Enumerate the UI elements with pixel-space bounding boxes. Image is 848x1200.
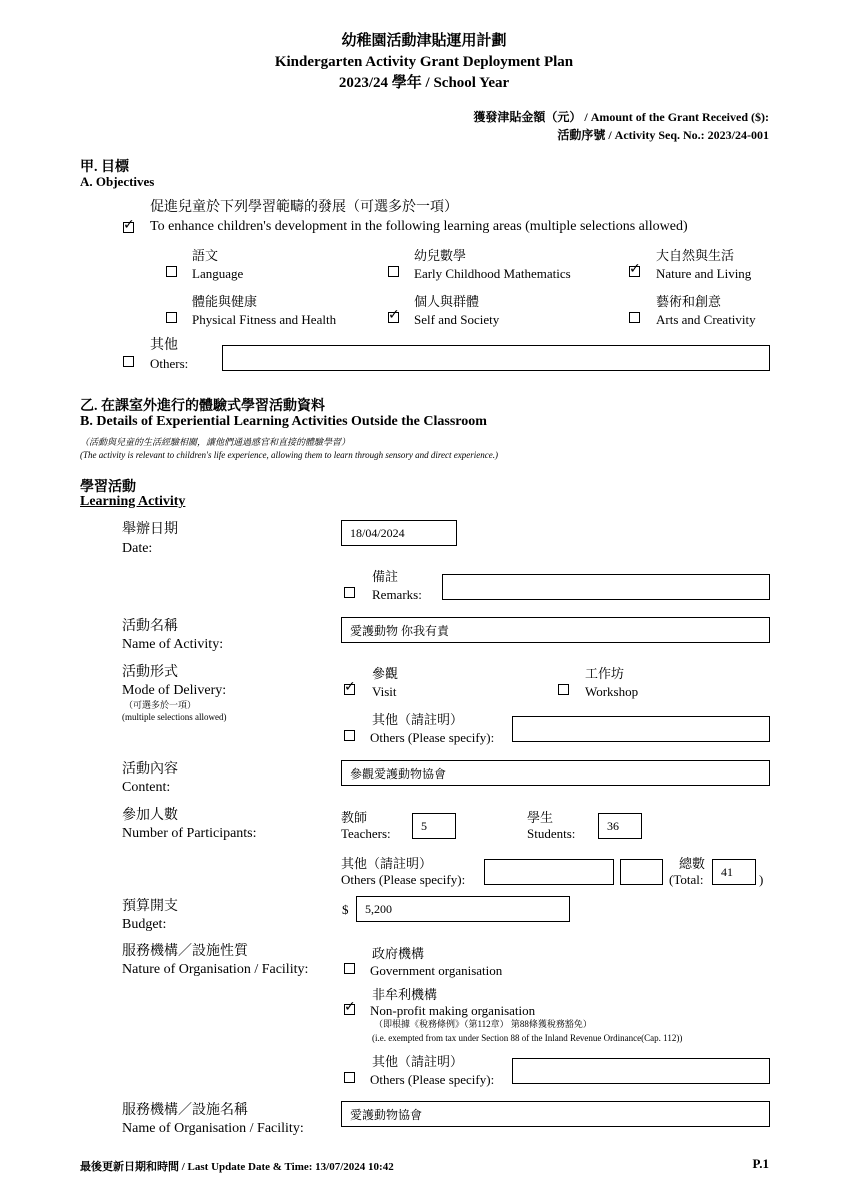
school-year: 2023/24 學年 / School Year [338,75,510,91]
area-arts-zh: 藝術和創意 [656,294,722,309]
content-input[interactable]: 參觀愛護動物協會 [341,760,770,786]
total-input[interactable]: 41 [712,859,756,885]
area-physical-en: Physical Fitness and Health [192,312,337,327]
mode-others-en: Others (Please specify): [370,730,495,745]
objective-main-checkbox[interactable] [123,222,134,233]
total-close-paren: ) [759,872,764,887]
area-self-checkbox[interactable] [388,312,399,323]
mode-others-checkbox[interactable] [344,730,355,741]
students-input[interactable]: 36 [598,813,642,839]
area-physical-checkbox[interactable] [166,312,177,323]
budget-currency: $ [342,902,349,917]
participants-zh: 參加人數 [122,808,178,823]
objective-main-zh: 促進兒童於下列學習範疇的發展（可選多於一項） [150,200,458,215]
npo-checkbox[interactable] [344,1004,355,1015]
npo-en: Non-profit making organisation [370,1003,536,1018]
participants-others-en: Others (Please specify): [341,872,466,887]
activity-name-zh: 活動名稱 [122,619,178,634]
visit-en: Visit [372,684,397,699]
npo-note-en: (i.e. exempted from tax under Section 88 of the Inland Revenue Ordinance(Cap. 112)) [372,1033,683,1043]
mode-note-en: (multiple selections allowed) [122,712,227,722]
objective-others-zh: 其他 [150,338,178,353]
activity-seq-label: 活動序號 / Activity Seq. No.: 2023/24-001 [557,128,769,142]
teachers-zh: 教師 [341,810,368,825]
mode-zh: 活動形式 [122,665,178,680]
mode-en: Mode of Delivery: [122,683,227,698]
org-name-en: Name of Organisation / Facility: [122,1121,304,1136]
area-arts-en: Arts and Creativity [656,312,756,327]
remarks-checkbox[interactable] [344,587,355,598]
students-en: Students: [527,826,576,841]
section-a-heading-zh: 甲. 目標 [80,160,129,175]
gov-org-checkbox[interactable] [344,963,355,974]
workshop-checkbox[interactable] [558,684,569,695]
learning-activity-en: Learning Activity [80,494,186,509]
org-name-input[interactable]: 愛護動物協會 [341,1101,770,1127]
nature-zh: 服務機構／設施性質 [122,944,248,959]
objective-main-en: To enhance children's development in the following learning areas (multiple selections allowed) [150,219,688,234]
remarks-en: Remarks: [372,587,422,602]
npo-zh: 非牟利機構 [372,987,438,1002]
activity-name-en: Name of Activity: [122,637,224,652]
area-self-zh: 個人與群體 [414,294,480,309]
section-b-note-zh: （活動與兒童的生活經驗相關，讓他們通過感官和直接的體驗學習） [80,437,351,447]
remarks-input[interactable] [442,574,770,600]
participants-others-count-input[interactable] [620,859,663,885]
date-zh: 舉辦日期 [122,522,178,537]
participants-others-zh: 其他（請註明） [341,856,433,871]
nature-others-checkbox[interactable] [344,1072,355,1083]
npo-note-zh: （即根據《稅務條例》（第112章） 第88條獲稅務豁免） [374,1019,592,1029]
title-zh: 幼稚園活動津貼運用計劃 [341,33,507,49]
remarks-zh: 備註 [372,569,399,584]
objective-others-input[interactable] [222,345,770,371]
content-en: Content: [122,780,171,795]
area-arts-checkbox[interactable] [629,312,640,323]
total-en: (Total: [669,872,704,887]
activity-name-input[interactable]: 愛護動物 你我有責 [341,617,770,643]
grant-amount-label: 獲發津貼金額（元） / Amount of the Grant Received ($): [473,110,769,124]
teachers-input[interactable]: 5 [412,813,456,839]
section-b-heading-en: B. Details of Experiential Learning Activities Outside the Classroom [80,414,487,429]
area-physical-zh: 體能與健康 [192,294,258,309]
mode-note-zh: （可選多於一項） [124,700,197,710]
content-zh: 活動內容 [122,762,178,777]
area-nature-checkbox[interactable] [629,266,640,277]
date-input[interactable]: 18/04/2024 [341,520,457,546]
area-math-checkbox[interactable] [388,266,399,277]
nature-others-input[interactable] [512,1058,770,1084]
students-zh: 學生 [527,810,554,825]
nature-others-en: Others (Please specify): [370,1072,495,1087]
workshop-zh: 工作坊 [585,666,625,681]
gov-org-zh: 政府機構 [372,946,425,961]
workshop-en: Workshop [585,684,639,699]
total-zh: 總數 [679,856,706,871]
mode-others-zh: 其他（請註明） [372,712,464,727]
visit-checkbox[interactable] [344,684,355,695]
budget-zh: 預算開支 [122,899,178,914]
org-name-zh: 服務機構／設施名稱 [122,1103,248,1118]
participants-en: Number of Participants: [122,826,257,841]
section-b-note-en: (The activity is relevant to children's life experience, allowing them to learn through sensory and direct experience.) [80,450,498,460]
area-language-checkbox[interactable] [166,266,177,277]
area-language-zh: 語文 [192,248,219,263]
objective-others-checkbox[interactable] [123,356,134,367]
gov-org-en: Government organisation [370,963,503,978]
participants-others-input[interactable] [484,859,614,885]
area-nature-zh: 大自然與生活 [656,248,735,263]
mode-others-input[interactable] [512,716,770,742]
nature-en: Nature of Organisation / Facility: [122,962,309,977]
learning-activity-zh: 學習活動 [80,480,136,495]
section-b-heading-zh: 乙. 在課室外進行的體驗式學習活動資料 [80,399,325,414]
objective-others-en: Others: [150,356,189,371]
date-en: Date: [122,541,153,556]
teachers-en: Teachers: [341,826,391,841]
area-language-en: Language [192,266,244,281]
nature-others-zh: 其他（請註明） [372,1054,464,1069]
section-a-heading-en: A. Objectives [80,174,155,189]
budget-input[interactable]: 5,200 [356,896,570,922]
title-en: Kindergarten Activity Grant Deployment Plan [274,54,574,70]
last-update: 最後更新日期和時間 / Last Update Date & Time: 13/07/2024 10:42 [80,1161,394,1173]
budget-en: Budget: [122,917,167,932]
area-math-en: Early Childhood Mathematics [414,266,571,281]
area-self-en: Self and Society [414,312,500,327]
area-nature-en: Nature and Living [656,266,752,281]
visit-zh: 參觀 [372,666,399,681]
page-number: P.1 [752,1156,769,1171]
area-math-zh: 幼兒數學 [414,248,467,263]
